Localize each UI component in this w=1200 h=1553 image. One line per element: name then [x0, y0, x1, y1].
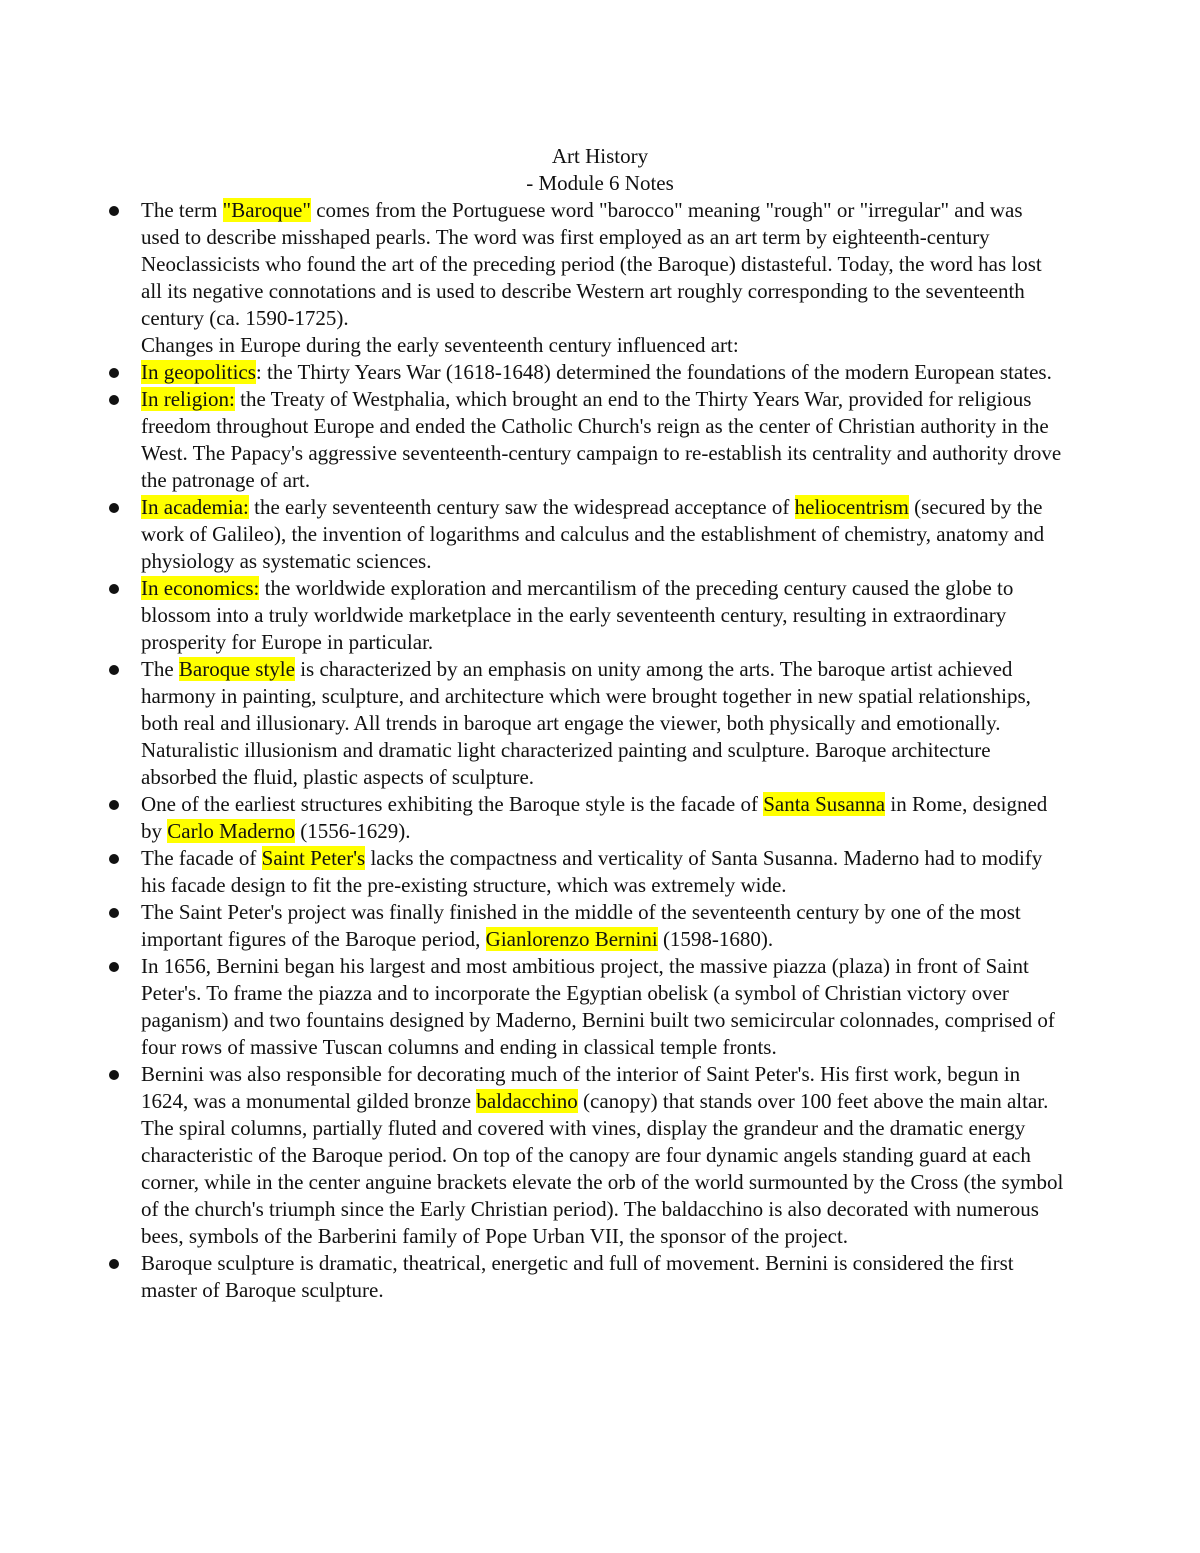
bullet-icon	[109, 206, 119, 216]
bullet-item	[104, 359, 1064, 386]
bullet-icon	[109, 503, 119, 513]
note-text: Bernini was also responsible for decorating much of the interior of Saint Peter's. His first work, begun in 1624, was a monumental gilded bronze	[141, 1062, 1021, 1113]
bullet-item	[104, 953, 1064, 1061]
note-text: In 1656, Bernini began his largest and most ambitious project, the massive piazza (plaza) in front of Saint Peter's. To frame the piazza and to incorporate the Egyptian obelisk (a symbol of Christian victory over paganism) and two fountains designed by Maderno, Bernini built two semicircular colonnades, comprised of four rows of massive Tuscan columns and ending in classical temple fronts.	[141, 954, 1055, 1059]
title-block	[0, 143, 1200, 197]
bullet-item	[104, 845, 1064, 899]
bullet-item	[104, 575, 1064, 656]
bullet-item	[104, 1061, 1064, 1250]
note-text: (canopy) that stands over 100 feet above the main altar. The spiral columns, partially fluted and covered with vines, display the grandeur and the dramatic energy characteristic of the Baroque period. On top of the canopy are four dynamic angels standing guard at each corner, while in the center anguine brackets elevate the orb of the world surmounted by the Cross (the symbol of the church's triumph since the Early Christian period). The baldacchino is also decorated with numerous bees, symbols of the Barberini family of Pope Urban VII, the sponsor of the project.	[141, 1089, 1064, 1248]
bullet-icon	[109, 800, 119, 810]
highlighted-term: Santa Susanna	[763, 792, 886, 816]
note-text: is characterized by an emphasis on unity among the arts. The baroque artist achieved harmony in painting, sculpture, and architecture which were brought together in new spatial relationships, both real and illusionary. All trends in baroque art engage the viewer, both physically and emotionally. Naturalistic illusionism and dramatic light characterized painting and sculpture. Baroque architecture absorbed the fluid, plastic aspects of sculpture.	[141, 657, 1031, 789]
highlighted-term: Gianlorenzo Bernini	[485, 927, 658, 951]
note-text: Changes in Europe during the early seventeenth century influenced art:	[141, 333, 739, 357]
document-subtitle: - Module 6 Notes	[526, 171, 674, 195]
highlighted-term: baldacchino	[476, 1089, 578, 1113]
highlighted-term: In geopolitics	[141, 360, 256, 384]
bullet-item	[104, 656, 1064, 791]
bullet-icon	[109, 854, 119, 864]
note-text: the worldwide exploration and mercantilism of the preceding century caused the globe to blossom into a truly worldwide marketplace in the early seventeenth century, resulting in extraordinary prosperity for Europe in particular.	[141, 576, 1014, 654]
note-text: lacks the compactness and verticality of Santa Susanna. Maderno had to modify his facade design to fit the pre-existing structure, which was extremely wide.	[141, 846, 1043, 897]
bullet-icon	[109, 1070, 119, 1080]
note-text: the early seventeenth century saw the widespread acceptance of	[248, 495, 795, 519]
note-text: (1556-1629).	[294, 819, 411, 843]
highlighted-term: Saint Peter's	[261, 846, 366, 870]
bullet-icon	[109, 908, 119, 918]
bullet-item	[104, 1250, 1064, 1304]
note-text: in Rome, designed by	[141, 792, 1048, 843]
bullet-icon	[109, 962, 119, 972]
bullet-item	[104, 899, 1064, 953]
bullet-icon	[109, 584, 119, 594]
note-text: One of the earliest structures exhibiting the Baroque style is the facade of	[141, 792, 764, 816]
note-text: (secured by the work of Galileo), the invention of logarithms and calculus and the establishment of chemistry, anatomy and physiology as systematic sciences.	[141, 495, 1045, 573]
highlighted-term: In economics:	[141, 576, 260, 600]
note-text: (1598-1680).	[657, 927, 774, 951]
plain-paragraph	[104, 332, 1064, 359]
bullet-icon	[109, 395, 119, 405]
bullet-item	[104, 494, 1064, 575]
note-text: The term	[141, 198, 223, 222]
note-text: comes from the Portuguese word "barocco" meaning "rough" or "irregular" and was used to describe misshaped pearls. The word was first employed as an art term by eighteenth-century Neoclassicists who found the art of the preceding period (the Baroque) distasteful. Today, the word has lost all its negative connotations and is used to describe Western art roughly corresponding to the seventeenth century (ca. 1590-1725).	[141, 198, 1042, 330]
highlighted-term: In academia:	[141, 495, 249, 519]
highlighted-term: heliocentrism	[794, 495, 909, 519]
notes-list	[104, 197, 1064, 1304]
highlighted-term: In religion:	[141, 387, 235, 411]
note-text: : the Thirty Years War (1618-1648) determined the foundations of the modern European states.	[255, 360, 1052, 384]
bullet-icon	[109, 665, 119, 675]
bullet-icon	[109, 1259, 119, 1269]
note-text: The Saint Peter's project was finally finished in the middle of the seventeenth century by one of the most important figures of the Baroque period,	[141, 900, 1021, 951]
bullet-item	[104, 386, 1064, 494]
note-text: The facade of	[141, 846, 262, 870]
note-text: Baroque sculpture is dramatic, theatrical, energetic and full of movement. Bernini is considered the first master of Baroque sculpture.	[141, 1251, 1014, 1302]
bullet-icon	[109, 368, 119, 378]
document-title: Art History	[551, 144, 649, 168]
note-text: The	[141, 657, 179, 681]
highlighted-term: "Baroque"	[222, 198, 311, 222]
bullet-item	[104, 197, 1064, 332]
highlighted-term: Carlo Maderno	[167, 819, 295, 843]
bullet-item	[104, 791, 1064, 845]
note-text: the Treaty of Westphalia, which brought an end to the Thirty Years War, provided for religious freedom throughout Europe and ended the Catholic Church's reign as the center of Christian authority in the West. The Papacy's aggressive seventeenth-century campaign to re-establish its centrality and authority drove the patronage of art.	[141, 387, 1062, 492]
highlighted-term: Baroque style	[178, 657, 295, 681]
